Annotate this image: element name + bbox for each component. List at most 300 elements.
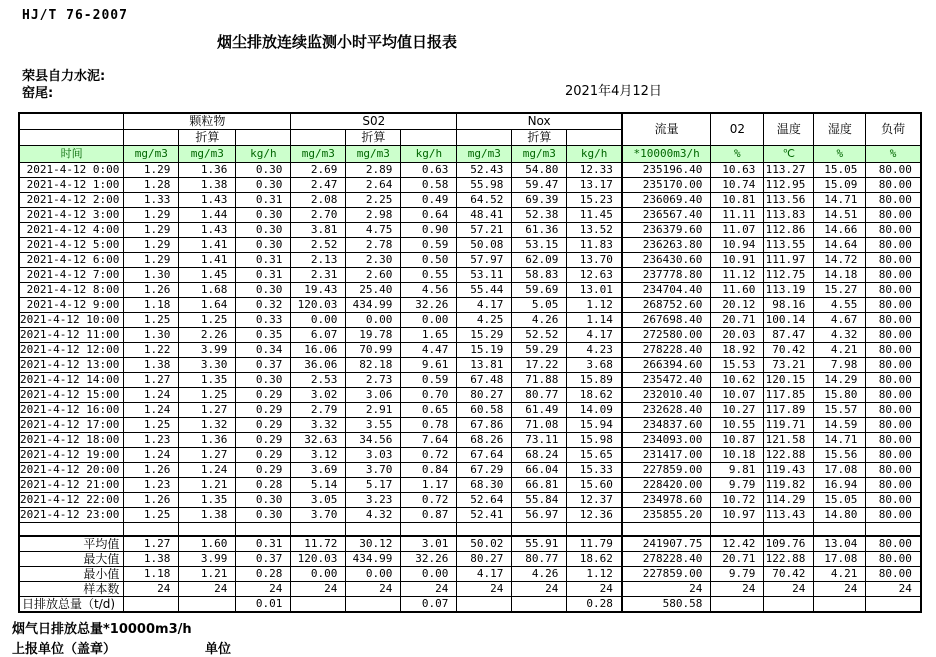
value-cell: 1.22 (124, 343, 179, 358)
value-cell: 61.49 (512, 403, 567, 418)
value-cell: 10.87 (711, 433, 764, 448)
value-cell: 2.91 (346, 403, 401, 418)
col-group-so2: S02 (291, 113, 457, 130)
value-cell: 237778.80 (622, 268, 711, 283)
summary-value-cell: 24 (866, 582, 921, 597)
value-cell: 14.72 (814, 253, 866, 268)
spacer-cell (866, 523, 921, 537)
summary-value-cell: 24 (512, 582, 567, 597)
value-cell: 15.27 (814, 283, 866, 298)
value-cell: 2.78 (346, 238, 401, 253)
value-cell: 1.44 (179, 208, 236, 223)
value-cell: 3.30 (179, 358, 236, 373)
value-cell: 80.00 (866, 388, 921, 403)
value-cell: 80.00 (866, 463, 921, 478)
value-cell: 0.30 (236, 373, 291, 388)
value-cell: 80.00 (866, 328, 921, 343)
col-o2: 02 (711, 113, 764, 146)
time-cell: 2021-4-12 2:00 (19, 193, 124, 208)
value-cell: 15.33 (567, 463, 622, 478)
value-cell: 1.26 (124, 463, 179, 478)
value-cell: 0.49 (401, 193, 457, 208)
value-cell: 119.43 (764, 463, 814, 478)
daily-total-value-cell: 0.28 (567, 597, 622, 613)
value-cell: 73.21 (764, 358, 814, 373)
value-cell: 113.27 (764, 163, 814, 178)
value-cell: 6.07 (291, 328, 346, 343)
value-cell: 80.00 (866, 163, 921, 178)
value-cell: 1.36 (179, 163, 236, 178)
value-cell: 15.23 (567, 193, 622, 208)
time-cell: 2021-4-12 9:00 (19, 298, 124, 313)
time-cell: 2021-4-12 4:00 (19, 223, 124, 238)
value-cell: 1.24 (124, 448, 179, 463)
col-group-pm: 颗粒物 (124, 113, 291, 130)
summary-value-cell: 434.99 (346, 552, 401, 567)
value-cell: 3.70 (346, 463, 401, 478)
value-cell: 59.69 (512, 283, 567, 298)
daily-total-value-cell (711, 597, 764, 613)
unit-label-footer: 单位 (205, 642, 232, 657)
value-cell: 4.47 (401, 343, 457, 358)
value-cell: 2.60 (346, 268, 401, 283)
standard-code: HJ/T 76-2007 (22, 8, 128, 23)
unit-label: mg/m3 (124, 146, 179, 163)
value-cell: 1.14 (567, 313, 622, 328)
value-cell: 112.75 (764, 268, 814, 283)
summary-value-cell: 4.26 (512, 567, 567, 582)
value-cell: 4.67 (814, 313, 866, 328)
value-cell: 67.64 (457, 448, 512, 463)
table-row (19, 418, 921, 433)
value-cell: 80.00 (866, 178, 921, 193)
summary-value-cell: 24 (457, 582, 512, 597)
value-cell: 17.08 (814, 463, 866, 478)
summary-value-cell: 70.42 (764, 567, 814, 582)
value-cell: 235472.40 (622, 373, 711, 388)
value-cell: 0.90 (401, 223, 457, 238)
daily-total-value-cell (457, 597, 512, 613)
value-cell: 3.99 (179, 343, 236, 358)
value-cell: 20.71 (711, 313, 764, 328)
value-cell: 113.43 (764, 508, 814, 523)
value-cell: 4.32 (814, 328, 866, 343)
value-cell: 236567.40 (622, 208, 711, 223)
value-cell: 112.86 (764, 223, 814, 238)
table-row (19, 388, 921, 403)
summary-value-cell: 241907.75 (622, 536, 711, 552)
col-temperature: 温度 (764, 113, 814, 146)
value-cell: 1.68 (179, 283, 236, 298)
value-cell: 1.41 (179, 253, 236, 268)
time-cell: 2021-4-12 6:00 (19, 253, 124, 268)
summary-value-cell: 24 (622, 582, 711, 597)
summary-value-cell: 55.91 (512, 536, 567, 552)
value-cell: 14.66 (814, 223, 866, 238)
report-title: 烟尘排放连续监测小时平均值日报表 (216, 33, 457, 51)
value-cell: 14.51 (814, 208, 866, 223)
summary-value-cell: 50.02 (457, 536, 512, 552)
unit-label: mg/m3 (457, 146, 512, 163)
summary-value-cell: 0.00 (401, 567, 457, 582)
table-row (19, 238, 921, 253)
value-cell: 5.14 (291, 478, 346, 493)
summary-value-cell: 3.01 (401, 536, 457, 552)
daily-total-label: 日排放总量（t/d) (19, 597, 124, 613)
unit-label: kg/h (567, 146, 622, 163)
table-row (19, 283, 921, 298)
value-cell: 114.29 (764, 493, 814, 508)
value-cell: 4.56 (401, 283, 457, 298)
value-cell: 2.53 (291, 373, 346, 388)
value-cell: 80.00 (866, 343, 921, 358)
daily-total-row (19, 597, 921, 613)
value-cell: 80.00 (866, 313, 921, 328)
value-cell: 20.12 (711, 298, 764, 313)
value-cell: 0.87 (401, 508, 457, 523)
value-cell: 1.26 (124, 493, 179, 508)
summary-value-cell: 11.79 (567, 536, 622, 552)
value-cell: 1.29 (124, 238, 179, 253)
reporting-unit-label: 上报单位（盖章） (12, 642, 117, 657)
value-cell: 52.64 (457, 493, 512, 508)
table-row (19, 358, 921, 373)
value-cell: 4.21 (814, 343, 866, 358)
value-cell: 2.25 (346, 193, 401, 208)
value-cell: 2.89 (346, 163, 401, 178)
value-cell: 1.38 (179, 508, 236, 523)
summary-value-cell: 80.00 (866, 536, 921, 552)
value-cell: 1.29 (124, 223, 179, 238)
value-cell: 10.55 (711, 418, 764, 433)
value-cell: 2.31 (291, 268, 346, 283)
value-cell: 0.28 (236, 478, 291, 493)
value-cell: 7.64 (401, 433, 457, 448)
value-cell: 14.64 (814, 238, 866, 253)
table-row (19, 253, 921, 268)
value-cell: 0.59 (401, 373, 457, 388)
value-cell: 1.28 (124, 178, 179, 193)
value-cell: 228420.00 (622, 478, 711, 493)
header-blank (19, 130, 124, 146)
summary-value-cell: 80.27 (457, 552, 512, 567)
daily-total-value-cell (866, 597, 921, 613)
unit-label: % (866, 146, 921, 163)
spacer-cell (179, 523, 236, 537)
value-cell: 0.29 (236, 403, 291, 418)
summary-value-cell: 24 (179, 582, 236, 597)
value-cell: 1.26 (124, 283, 179, 298)
value-cell: 234093.00 (622, 433, 711, 448)
value-cell: 120.03 (291, 298, 346, 313)
value-cell: 4.26 (512, 313, 567, 328)
value-cell: 1.32 (179, 418, 236, 433)
value-cell: 1.25 (124, 508, 179, 523)
summary-value-cell: 80.00 (866, 567, 921, 582)
time-cell: 2021-4-12 8:00 (19, 283, 124, 298)
value-cell: 278228.40 (622, 343, 711, 358)
time-cell: 2021-4-12 22:00 (19, 493, 124, 508)
summary-value-cell: 12.42 (711, 536, 764, 552)
value-cell: 14.71 (814, 193, 866, 208)
value-cell: 0.29 (236, 433, 291, 448)
value-cell: 13.81 (457, 358, 512, 373)
value-cell: 1.65 (401, 328, 457, 343)
value-cell: 4.32 (346, 508, 401, 523)
value-cell: 236069.40 (622, 193, 711, 208)
value-cell: 11.12 (711, 268, 764, 283)
value-cell: 17.22 (512, 358, 567, 373)
value-cell: 80.77 (512, 388, 567, 403)
value-cell: 1.33 (124, 193, 179, 208)
value-cell: 1.64 (179, 298, 236, 313)
value-cell: 1.23 (124, 478, 179, 493)
value-cell: 9.81 (711, 463, 764, 478)
summary-value-cell: 24 (567, 582, 622, 597)
value-cell: 52.52 (512, 328, 567, 343)
value-cell: 15.29 (457, 328, 512, 343)
col-humidity: 湿度 (814, 113, 866, 146)
summary-value-cell: 24 (124, 582, 179, 597)
unit-label: mg/m3 (291, 146, 346, 163)
value-cell: 1.41 (179, 238, 236, 253)
value-cell: 0.72 (401, 493, 457, 508)
value-cell: 55.98 (457, 178, 512, 193)
value-cell: 2.08 (291, 193, 346, 208)
value-cell: 36.06 (291, 358, 346, 373)
value-cell: 57.97 (457, 253, 512, 268)
time-cell: 2021-4-12 19:00 (19, 448, 124, 463)
spacer-cell (457, 523, 512, 537)
value-cell: 0.30 (236, 208, 291, 223)
value-cell: 10.97 (711, 508, 764, 523)
value-cell: 80.00 (866, 508, 921, 523)
value-cell: 61.36 (512, 223, 567, 238)
value-cell: 80.00 (866, 238, 921, 253)
value-cell: 3.69 (291, 463, 346, 478)
subheader-converted-pm: 折算 (179, 130, 236, 146)
unit-label: mg/m3 (346, 146, 401, 163)
value-cell: 0.29 (236, 463, 291, 478)
header-blank (401, 130, 457, 146)
daily-total-value-cell (764, 597, 814, 613)
value-cell: 60.58 (457, 403, 512, 418)
value-cell: 80.00 (866, 253, 921, 268)
value-cell: 15.09 (814, 178, 866, 193)
value-cell: 1.25 (124, 418, 179, 433)
summary-value-cell: 24 (711, 582, 764, 597)
value-cell: 68.26 (457, 433, 512, 448)
value-cell: 0.30 (236, 508, 291, 523)
summary-value-cell: 0.00 (291, 567, 346, 582)
monitoring-table (18, 112, 922, 613)
summary-value-cell: 1.18 (124, 567, 179, 582)
table-row (19, 268, 921, 283)
value-cell: 56.97 (512, 508, 567, 523)
value-cell: 82.18 (346, 358, 401, 373)
unit-label-flow: *10000m3/h (622, 146, 711, 163)
summary-row (19, 552, 921, 567)
value-cell: 2.69 (291, 163, 346, 178)
value-cell: 53.11 (457, 268, 512, 283)
value-cell: 2.52 (291, 238, 346, 253)
summary-row (19, 536, 921, 552)
value-cell: 2.47 (291, 178, 346, 193)
subheader-converted-nox: 折算 (512, 130, 567, 146)
summary-label: 最小值 (19, 567, 124, 582)
value-cell: 2.26 (179, 328, 236, 343)
value-cell: 0.35 (236, 328, 291, 343)
value-cell: 12.36 (567, 508, 622, 523)
value-cell: 0.29 (236, 418, 291, 433)
value-cell: 57.21 (457, 223, 512, 238)
value-cell: 0.63 (401, 163, 457, 178)
summary-value-cell: 24 (236, 582, 291, 597)
value-cell: 11.83 (567, 238, 622, 253)
value-cell: 68.30 (457, 478, 512, 493)
value-cell: 0.31 (236, 268, 291, 283)
value-cell: 231417.00 (622, 448, 711, 463)
summary-value-cell: 4.17 (457, 567, 512, 582)
time-cell: 2021-4-12 14:00 (19, 373, 124, 388)
value-cell: 16.06 (291, 343, 346, 358)
company-name: 荣县自力水泥: (22, 69, 106, 84)
value-cell: 117.85 (764, 388, 814, 403)
value-cell: 236263.80 (622, 238, 711, 253)
time-cell: 2021-4-12 7:00 (19, 268, 124, 283)
unit-label: mg/m3 (512, 146, 567, 163)
summary-row (19, 567, 921, 582)
value-cell: 80.27 (457, 388, 512, 403)
value-cell: 12.63 (567, 268, 622, 283)
value-cell: 235855.20 (622, 508, 711, 523)
time-cell: 2021-4-12 0:00 (19, 163, 124, 178)
value-cell: 2.73 (346, 373, 401, 388)
value-cell: 0.58 (401, 178, 457, 193)
value-cell: 80.00 (866, 403, 921, 418)
col-load: 负荷 (866, 113, 921, 146)
value-cell: 119.82 (764, 478, 814, 493)
value-cell: 1.27 (124, 373, 179, 388)
value-cell: 113.19 (764, 283, 814, 298)
value-cell: 9.61 (401, 358, 457, 373)
summary-value-cell: 109.76 (764, 536, 814, 552)
value-cell: 15.65 (567, 448, 622, 463)
value-cell: 71.08 (512, 418, 567, 433)
value-cell: 3.68 (567, 358, 622, 373)
value-cell: 70.99 (346, 343, 401, 358)
value-cell: 1.18 (124, 298, 179, 313)
value-cell: 121.58 (764, 433, 814, 448)
value-cell: 0.00 (346, 313, 401, 328)
value-cell: 58.83 (512, 268, 567, 283)
spacer-cell (567, 523, 622, 537)
summary-value-cell: 80.00 (866, 552, 921, 567)
summary-value-cell: 11.72 (291, 536, 346, 552)
value-cell: 1.35 (179, 373, 236, 388)
header-blank (291, 130, 346, 146)
value-cell: 14.71 (814, 433, 866, 448)
value-cell: 15.19 (457, 343, 512, 358)
table-row (19, 163, 921, 178)
summary-value-cell: 24 (346, 582, 401, 597)
value-cell: 100.14 (764, 313, 814, 328)
value-cell: 2.98 (346, 208, 401, 223)
time-cell: 2021-4-12 12:00 (19, 343, 124, 358)
value-cell: 1.25 (179, 388, 236, 403)
value-cell: 10.07 (711, 388, 764, 403)
summary-value-cell: 1.12 (567, 567, 622, 582)
time-cell: 2021-4-12 11:00 (19, 328, 124, 343)
spacer-cell (236, 523, 291, 537)
value-cell: 111.97 (764, 253, 814, 268)
table-row (19, 493, 921, 508)
value-cell: 70.42 (764, 343, 814, 358)
value-cell: 0.37 (236, 358, 291, 373)
value-cell: 80.00 (866, 493, 921, 508)
value-cell: 15.60 (567, 478, 622, 493)
value-cell: 3.06 (346, 388, 401, 403)
value-cell: 4.25 (457, 313, 512, 328)
table-row (19, 223, 921, 238)
value-cell: 52.43 (457, 163, 512, 178)
value-cell: 55.84 (512, 493, 567, 508)
daily-total-value-cell (291, 597, 346, 613)
value-cell: 59.47 (512, 178, 567, 193)
value-cell: 236379.60 (622, 223, 711, 238)
header-blank (567, 130, 622, 146)
value-cell: 0.70 (401, 388, 457, 403)
header-blank (124, 130, 179, 146)
spacer-cell (764, 523, 814, 537)
value-cell: 267698.40 (622, 313, 711, 328)
value-cell: 5.17 (346, 478, 401, 493)
value-cell: 0.65 (401, 403, 457, 418)
value-cell: 272580.00 (622, 328, 711, 343)
value-cell: 234704.40 (622, 283, 711, 298)
value-cell: 53.15 (512, 238, 567, 253)
value-cell: 15.98 (567, 433, 622, 448)
table-row (19, 478, 921, 493)
value-cell: 1.38 (179, 178, 236, 193)
value-cell: 52.41 (457, 508, 512, 523)
summary-value-cell: 4.21 (814, 567, 866, 582)
value-cell: 1.45 (179, 268, 236, 283)
value-cell: 80.00 (866, 208, 921, 223)
daily-total-value-cell: 0.01 (236, 597, 291, 613)
value-cell: 15.05 (814, 163, 866, 178)
value-cell: 66.04 (512, 463, 567, 478)
time-cell: 2021-4-12 16:00 (19, 403, 124, 418)
value-cell: 13.17 (567, 178, 622, 193)
table-row (19, 343, 921, 358)
table-row (19, 328, 921, 343)
daily-total-value-cell (179, 597, 236, 613)
summary-value-cell: 13.04 (814, 536, 866, 552)
value-cell: 1.24 (124, 388, 179, 403)
daily-total-value-cell (512, 597, 567, 613)
spacer-cell (711, 523, 764, 537)
value-cell: 67.48 (457, 373, 512, 388)
value-cell: 0.55 (401, 268, 457, 283)
summary-value-cell: 30.12 (346, 536, 401, 552)
summary-value-cell: 1.27 (124, 536, 179, 552)
spacer-cell (291, 523, 346, 537)
value-cell: 10.27 (711, 403, 764, 418)
value-cell: 3.03 (346, 448, 401, 463)
value-cell: 4.23 (567, 343, 622, 358)
value-cell: 15.53 (711, 358, 764, 373)
